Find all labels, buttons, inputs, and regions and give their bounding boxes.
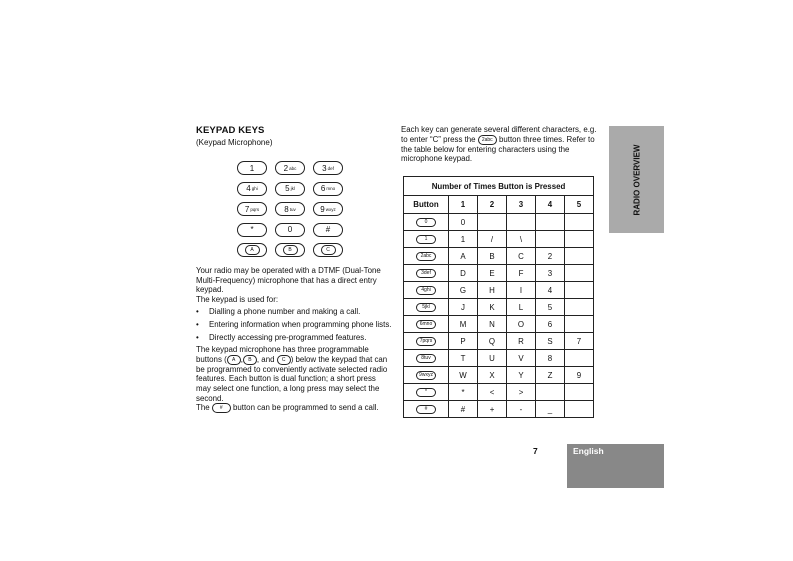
table-cell xyxy=(565,248,594,265)
table-cell: M xyxy=(449,316,478,333)
button-cell xyxy=(404,401,449,418)
table-cell: G xyxy=(449,282,478,299)
column-header: 2 xyxy=(478,196,507,214)
table-cell: Y xyxy=(507,367,536,384)
key-7: 7 pqrs xyxy=(237,202,267,216)
list-item: • Entering information when programming phone lists. xyxy=(196,319,392,329)
table-cell xyxy=(536,214,565,231)
table-cell xyxy=(478,214,507,231)
table-cell: 6 xyxy=(536,316,565,333)
table-cell xyxy=(507,214,536,231)
table-cell: S xyxy=(536,333,565,350)
table-cell: O xyxy=(507,316,536,333)
key-9: 9 wxyz xyxy=(313,202,343,216)
table-row xyxy=(404,214,594,231)
right-column-intro: Each key can generate several different characters, e.g. to enter “C” press the 2abc button three times. Refer to the table below for entering characters using the microphone keypad. xyxy=(401,125,597,164)
key-c: C xyxy=(313,243,343,257)
table-cell: V xyxy=(507,350,536,367)
table-cell: 4 xyxy=(536,282,565,299)
column-header: 3 xyxy=(507,196,536,214)
keypad-row xyxy=(237,179,343,200)
table-cell: / xyxy=(478,231,507,248)
table-cell xyxy=(565,384,594,401)
keypad-row xyxy=(237,220,343,241)
table-cell: N xyxy=(478,316,507,333)
table-cell xyxy=(536,384,565,401)
paragraph-keypad-used-for: The keypad is used for: xyxy=(196,294,279,304)
table-cell xyxy=(565,231,594,248)
key-pill-icon: 5jkl xyxy=(416,303,436,312)
key-pill-icon: * xyxy=(416,388,436,397)
key-1: 1 xyxy=(237,161,267,175)
table-cell xyxy=(565,265,594,282)
keypad-row xyxy=(237,240,343,261)
section-subheading: (Keypad Microphone) xyxy=(196,138,273,147)
key-pill-icon: 7pqrs xyxy=(416,337,436,346)
section-heading: KEYPAD KEYS xyxy=(196,125,265,136)
table-cell xyxy=(565,350,594,367)
table-cell: C xyxy=(507,248,536,265)
keypad-row xyxy=(237,158,343,179)
table-cell: > xyxy=(507,384,536,401)
character-entry-table xyxy=(403,176,594,418)
table-cell xyxy=(536,231,565,248)
table-cell: 9 xyxy=(565,367,594,384)
table-cell: J xyxy=(449,299,478,316)
button-cell xyxy=(404,214,449,231)
table-cell: F xyxy=(507,265,536,282)
side-tab-label: RADIO OVERVIEW xyxy=(632,144,641,215)
key-6: 6 mno xyxy=(313,182,343,196)
list-item: • Dialling a phone number and making a call. xyxy=(196,307,361,317)
table-cell xyxy=(565,316,594,333)
button-cell xyxy=(404,265,449,282)
key-pill-icon: 8tuv xyxy=(416,354,436,363)
button-cell xyxy=(404,384,449,401)
key-3: 3 def xyxy=(313,161,343,175)
table-cell xyxy=(565,401,594,418)
table-cell: E xyxy=(478,265,507,282)
table-cell: 0 xyxy=(449,214,478,231)
table-cell: A xyxy=(449,248,478,265)
table-row xyxy=(404,333,594,350)
table-cell: H xyxy=(478,282,507,299)
table-cell: R xyxy=(507,333,536,350)
key-pill-icon: 9wxyz xyxy=(416,371,436,380)
key-pill-icon: 6mno xyxy=(416,320,436,329)
table-cell: 3 xyxy=(536,265,565,282)
table-row xyxy=(404,367,594,384)
table-cell: - xyxy=(507,401,536,418)
inline-button-a: A xyxy=(227,355,241,365)
key-pill-icon: # xyxy=(416,405,436,414)
table-cell: B xyxy=(478,248,507,265)
table-cell: # xyxy=(449,401,478,418)
key-4: 4 ghi xyxy=(237,182,267,196)
key-5: 5 jkl xyxy=(275,182,305,196)
table-cell: * xyxy=(449,384,478,401)
table-cell: 8 xyxy=(536,350,565,367)
table-row xyxy=(404,401,594,418)
inline-button-b: B xyxy=(243,355,257,365)
keypad-illustration xyxy=(237,158,343,261)
page-number: 7 xyxy=(533,446,538,456)
key-hash: # xyxy=(313,223,343,237)
paragraph-programmable-buttons: The keypad microphone has three programmable buttons ( A , B , and C ) below the keypad that can be programmed to conveniently activate selected radio features. Each button is dual function; a short press may select one function, a long press may select the second. xyxy=(196,345,388,403)
table-row xyxy=(404,316,594,333)
key-2: 2 abc xyxy=(275,161,305,175)
key-pill-icon: 2abc xyxy=(416,252,436,261)
table-cell: W xyxy=(449,367,478,384)
key-star: * xyxy=(237,223,267,237)
column-header: 5 xyxy=(565,196,594,214)
inline-button-c: C xyxy=(277,355,291,365)
table-cell xyxy=(565,282,594,299)
paragraph-dtmf: Your radio may be operated with a DTMF (Dual-Tone Multi-Frequency) microphone that has a direct entry keypad. xyxy=(196,266,381,295)
keypad-row xyxy=(237,199,343,220)
table-row xyxy=(404,384,594,401)
button-cell xyxy=(404,299,449,316)
table-cell: 2 xyxy=(536,248,565,265)
key-a: A xyxy=(237,243,267,257)
table-cell: Q xyxy=(478,333,507,350)
button-cell xyxy=(404,248,449,265)
key-pill-icon: 4ghi xyxy=(416,286,436,295)
table-cell: D xyxy=(449,265,478,282)
table-cell: _ xyxy=(536,401,565,418)
paragraph-hash-button: The # button can be programmed to send a call. xyxy=(196,403,379,413)
table-row xyxy=(404,299,594,316)
button-cell xyxy=(404,316,449,333)
list-item: • Directly accessing pre-programmed features. xyxy=(196,332,367,342)
table-row xyxy=(404,265,594,282)
table-cell: < xyxy=(478,384,507,401)
button-cell xyxy=(404,350,449,367)
table-cell: \ xyxy=(507,231,536,248)
table-row xyxy=(404,248,594,265)
key-pill-icon: 0 xyxy=(416,218,436,227)
table-row xyxy=(404,350,594,367)
table-column-headers xyxy=(404,196,594,214)
table-cell: + xyxy=(478,401,507,418)
table-header: Number of Times Button is Pressed xyxy=(404,177,594,196)
table-cell: Z xyxy=(536,367,565,384)
key-0: 0 xyxy=(275,223,305,237)
button-cell xyxy=(404,333,449,350)
table-cell: U xyxy=(478,350,507,367)
inline-button-hash: # xyxy=(212,403,231,413)
table-cell: 5 xyxy=(536,299,565,316)
key-pill-icon: 1 xyxy=(416,235,436,244)
table-cell: P xyxy=(449,333,478,350)
table-row xyxy=(404,231,594,248)
table-row xyxy=(404,282,594,299)
key-b: B xyxy=(275,243,305,257)
left-column-text xyxy=(196,266,392,413)
key-pill-icon: 3def xyxy=(416,269,436,278)
table-cell: T xyxy=(449,350,478,367)
table-cell xyxy=(565,214,594,231)
inline-button-2abc: 2abc xyxy=(478,135,497,145)
table-cell xyxy=(565,299,594,316)
button-cell xyxy=(404,367,449,384)
table-cell: I xyxy=(507,282,536,299)
language-tab-label: English xyxy=(573,446,604,456)
key-8: 8 tuv xyxy=(275,202,305,216)
table-cell: K xyxy=(478,299,507,316)
column-header: Button xyxy=(404,196,449,214)
column-header: 4 xyxy=(536,196,565,214)
button-cell xyxy=(404,282,449,299)
table-cell: L xyxy=(507,299,536,316)
table-cell: X xyxy=(478,367,507,384)
column-header: 1 xyxy=(449,196,478,214)
button-cell xyxy=(404,231,449,248)
table-cell: 7 xyxy=(565,333,594,350)
table-cell: 1 xyxy=(449,231,478,248)
